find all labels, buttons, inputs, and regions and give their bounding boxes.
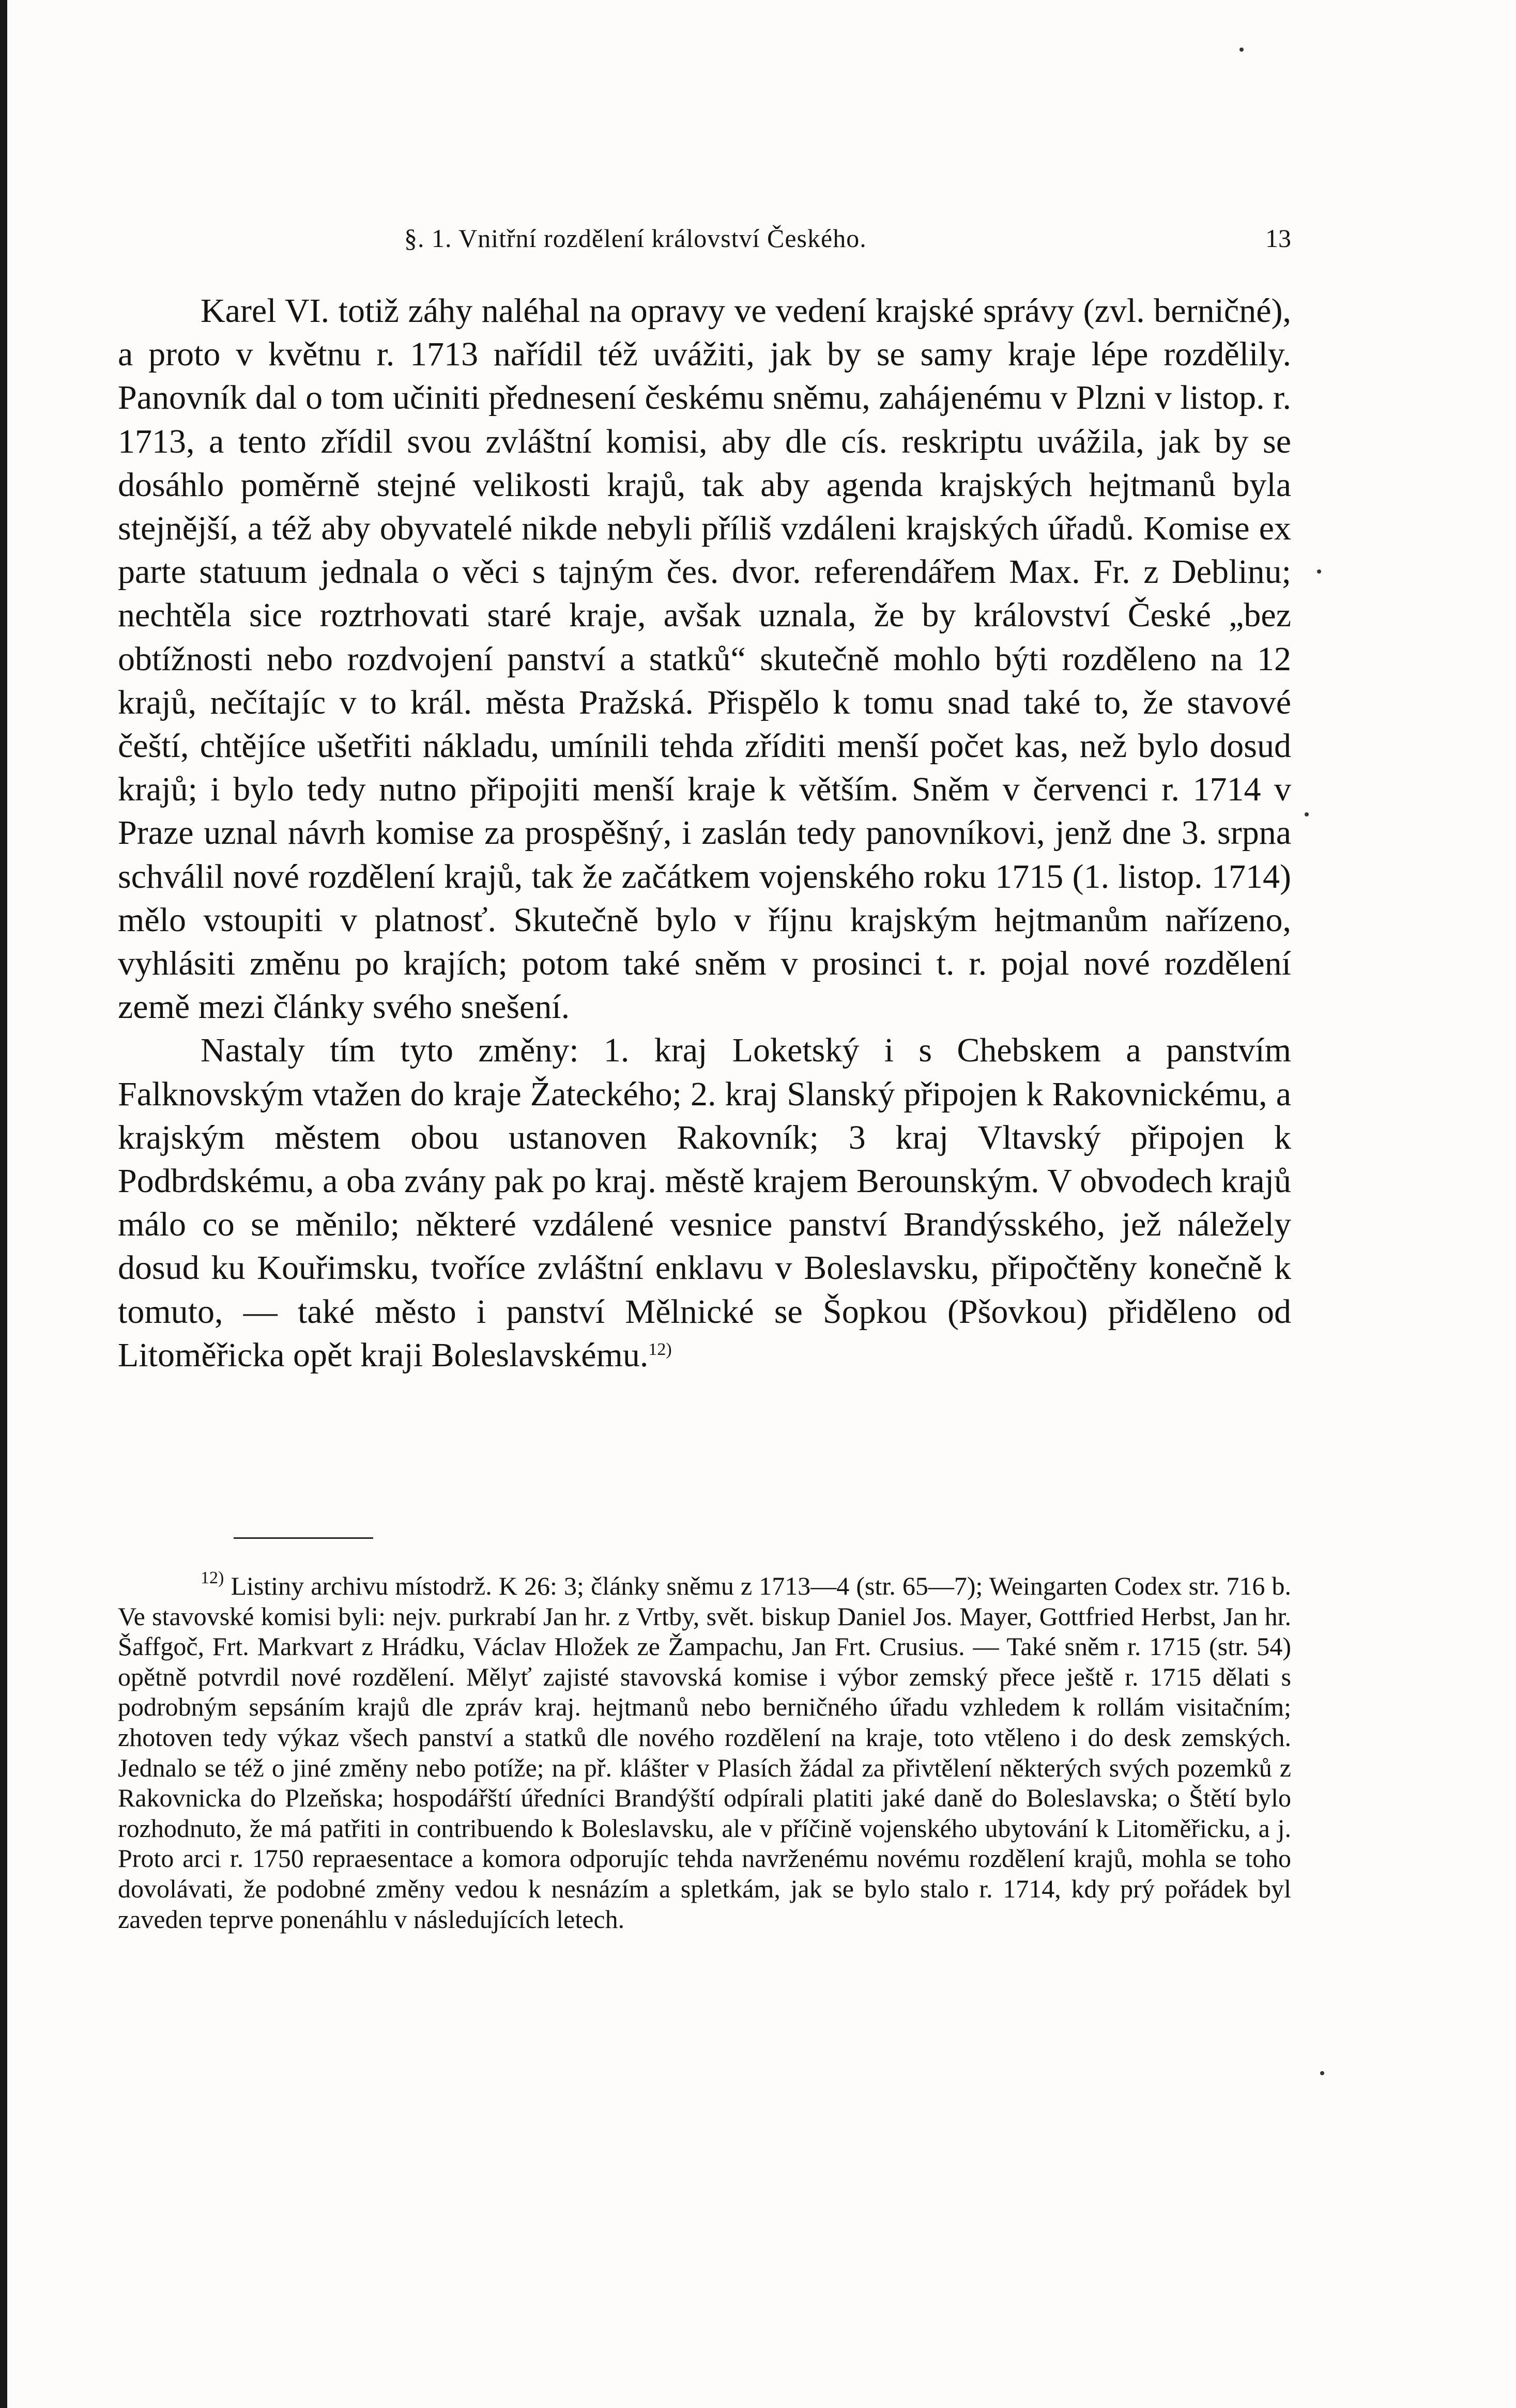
paragraph-2-text: Nastaly tím tyto změny: 1. kraj Loketský i s Chebskem a panstvím Falknovským vtažen do kraje Žateckého; 2. kraj Slanský připojen k Rakovnickému, a krajským městem obou ustanoven Rakovník; 3 kraj Vltavský připojen k Podbrdskému, a oba zvány pak po kraj. městě krajem Berounským. V obvodech krajů málo co se měnilo; některé vzdálené vesnice panství Brandýsského, jež náležely dosud ku Kouřimsku, tvoříce zvláštní enklavu v Boleslavsku, připočtěny konečně k tomuto, — také město i panství Mělnické se Šopkou (Pšovkou) přiděleno od Litoměřicka opět kraji Boleslavskému. — [118, 1031, 1291, 1374]
main-text — [118, 289, 1291, 1377]
scan-speck — [1305, 812, 1309, 816]
scan-speck — [1317, 569, 1321, 574]
footnote-marker: 12) — [201, 1568, 224, 1587]
footnote-reference: 12) — [648, 1339, 672, 1359]
footnote — [118, 1568, 1292, 1934]
scan-speck — [1320, 2071, 1324, 2075]
footnote-separator — [234, 1537, 373, 1539]
paragraph-2 — [118, 1029, 1291, 1377]
footnote-text: Listiny archivu místodrž. K 26: 3; články sněmu z 1713—4 (str. 65—7); Weingarten Codex str. 716 b. Ve stavovské komisi byli: nejv. purkrabí Jan hr. z Vrtby, svět. biskup Daniel Jos. Mayer, Gottfried Herbst, Jan hr. Šaffgoč, Frt. Markvart z Hrádku, Václav Hložek ze Žampachu, Jan Frt. Crusius. — Také sněm r. 1715 (str. 54) opětně potvrdil nové rozdělení. Mělyť zajisté stavovská komise i výbor zemský přece ještě r. 1715 dělati s podrobným sepsáním krajů dle zpráv kraj. hejtmanů nebo berničného úřadu vzhledem k rollám visitačním; zhotoven tedy výkaz všech panství a statků dle nového rozdělení na kraje, toto vtěleno i do desk zemských. Jednalo se též o jiné změny nebo potíže; na př. klášter v Plasích žádal za přivtělení některých svých pozemků z Rakovnicka do Plzeňska; hospodářští úředníci Brandýští odpírali platiti jaké daně do Boleslavska; o Štětí bylo rozhodnuto, že má patřiti in contribuendo k Boleslavsku, ale v příčině vojenského ubytování k Litoměřicku, a j. Proto arci r. 1750 repraesentace a komora odporujíc tehda navrženému novému rozdělení krajů, mohla se toho dovolávati, že podobné změny vedou k nesnázím a spletkám, jak se bylo stalo r. 1714, kdy prý pořádek byl zaveden teprve ponenáhlu v následujících letech. — [118, 1571, 1292, 1934]
running-title: §. 1. Vnitřní rozdělení království Českého. — [404, 224, 867, 253]
page-binding-edge — [0, 0, 7, 2408]
paragraph-1: Karel VI. totiž záhy naléhal na opravy ve vedení krajské správy (zvl. berničné), a proto v květnu r. 1713 nařídil též uvážiti, jak by se samy kraje lépe rozdělily. Panovník dal o tom učiniti přednesení českému sněmu, zahájenému v Plzni v listop. r. 1713, a tento zřídil svou zvláštní komisi, aby dle cís. reskriptu uvážila, jak by se dosáhlo poměrně stejné velikosti krajů, tak aby agenda krajských hejtmanů byla stejnější, a též aby obyvatelé nikde nebyli příliš vzdáleni krajských úřadů. Komise ex parte statuum jednala o věci s tajným čes. dvor. referendářem Max. Fr. z Deblinu; nechtěla sice roztrhovati staré kraje, avšak uznala, že by království České „bez obtížnosti nebo rozdvojení panství a statků“ skutečně mohlo býti rozděleno na 12 krajů, nečítajíc v to král. města Pražská. Přispělo k tomu snad také to, že stavové čeští, chtějíce ušetřiti nákladu, umínili tehda zříditi menší počet kas, než bylo dosud krajů; i bylo tedy nutno připojiti menší kraje k větším. Sněm v červenci r. 1714 v Praze uznal návrh komise za prospěšný, i zaslán tedy panovníkovi, jenž dne 3. srpna schválil nové rozdělení krajů, tak že začátkem vojenského roku 1715 (1. listop. 1714) mělo vstoupiti v platnosť. Skutečně bylo v říjnu krajským hejtmanům nařízeno, vyhlásiti změnu po krajích; potom také sněm v prosinci t. r. pojal nové rozdělení země mezi články svého snešení. — [118, 292, 1291, 1026]
running-header — [115, 223, 1291, 259]
page-number: 13 — [1265, 224, 1291, 253]
scan-speck — [1239, 48, 1244, 52]
